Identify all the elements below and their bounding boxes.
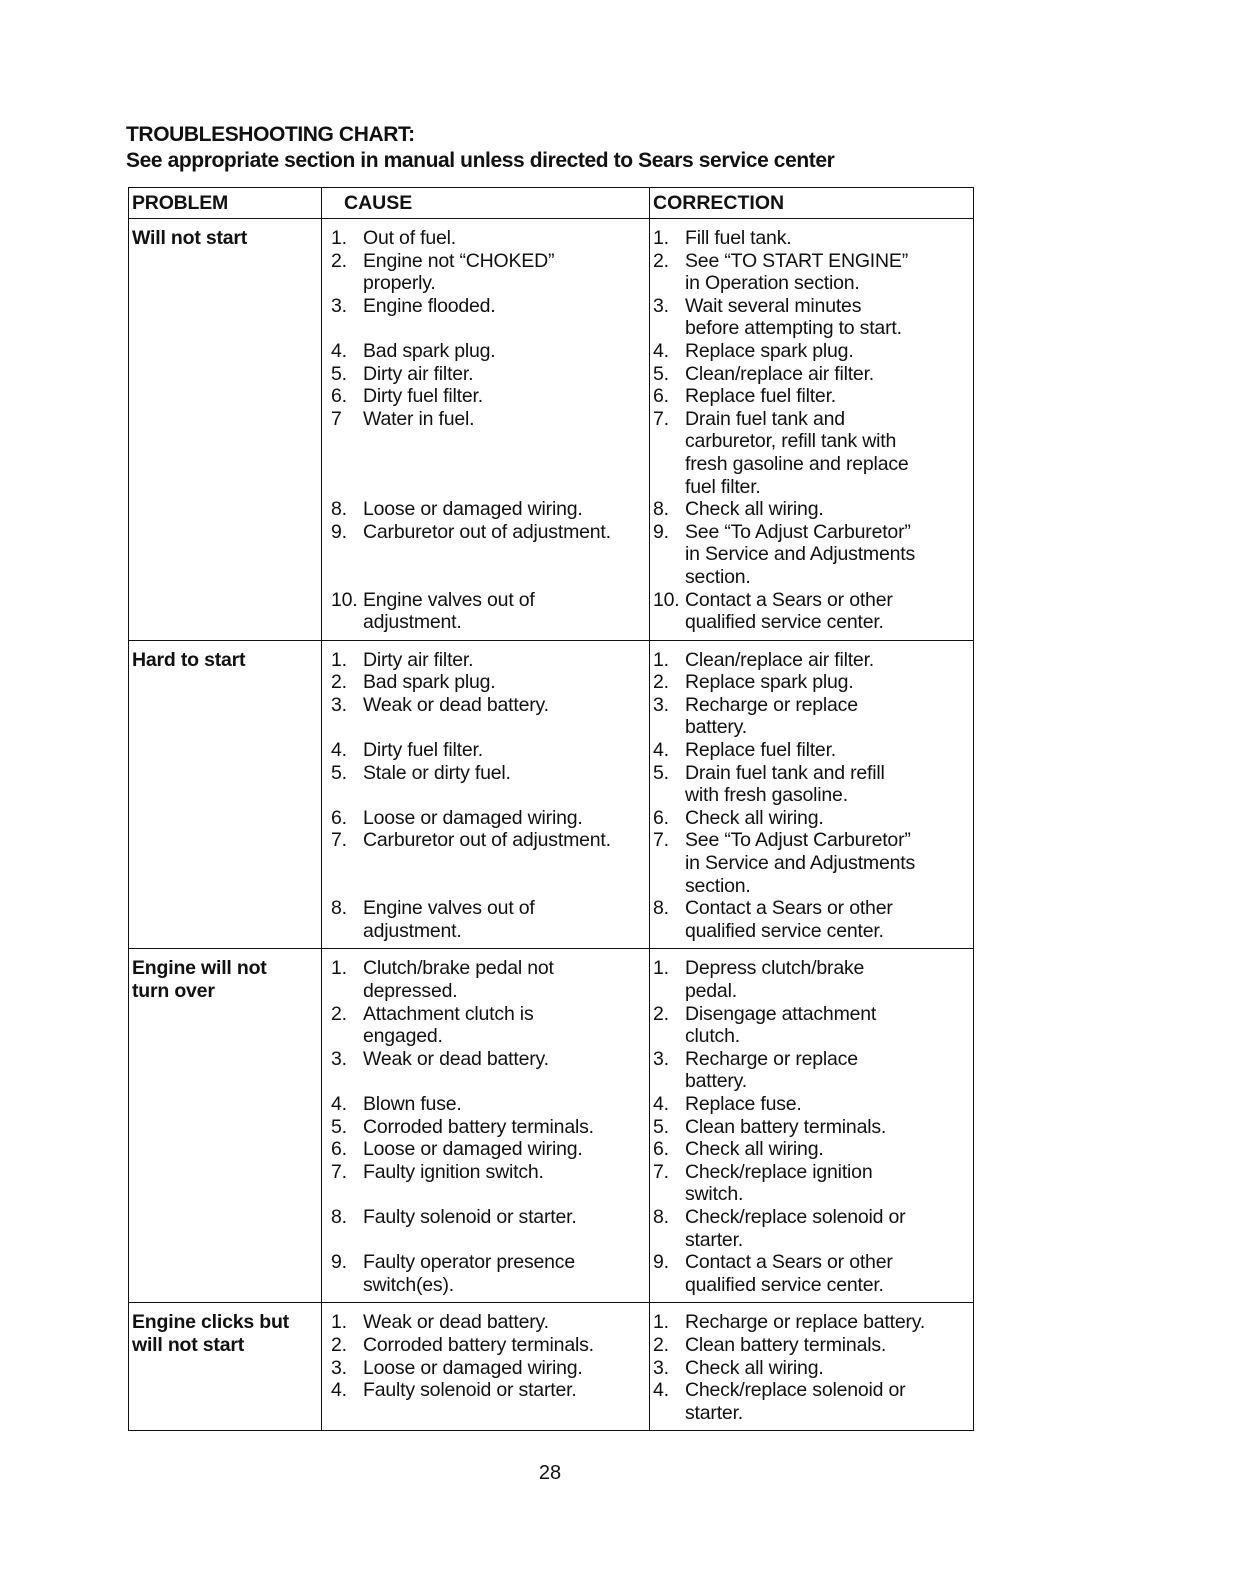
correction-text: Replace fuse. [685, 1092, 802, 1115]
correction-number: 2. [653, 671, 669, 694]
cause-number: 4. [331, 1092, 347, 1115]
table-row [129, 218, 973, 640]
correction-number: 3. [653, 294, 669, 317]
correction-item [653, 408, 972, 498]
cause-number: 5. [331, 1115, 347, 1138]
correction-item [653, 807, 972, 830]
cause-item [331, 340, 649, 363]
correction-text: Check/replace solenoid or starter. [685, 1205, 906, 1251]
correction-item [653, 1003, 972, 1048]
correction-item [653, 227, 972, 250]
spacer [331, 784, 649, 807]
cause-text: Loose or damaged wiring. [363, 498, 583, 521]
cause-item [331, 807, 649, 830]
cause-text: Corroded battery terminals. [363, 1115, 594, 1138]
correction-number: 8. [653, 897, 669, 920]
cause-number: 9. [331, 520, 347, 543]
spacer [331, 430, 649, 453]
correction-text: Replace fuel filter. [685, 739, 837, 762]
correction-item [653, 1116, 972, 1139]
correction-text: Clean battery terminals. [685, 1333, 887, 1356]
correction-item [653, 295, 972, 340]
correction-item [653, 762, 972, 807]
correction-item [653, 1251, 972, 1296]
cause-item [331, 897, 649, 942]
correction-item [653, 1161, 972, 1206]
correction-text: See “To Adjust Carburetor” in Service and Adjustments section. [685, 520, 916, 588]
cause-item [331, 589, 649, 634]
correction-number: 6. [653, 806, 669, 829]
cause-number: 1. [331, 1311, 347, 1334]
correction-number: 9. [653, 520, 669, 543]
correction-number: 10. [653, 588, 680, 611]
table-header-row [129, 188, 973, 218]
cause-item [331, 498, 649, 521]
correction-item [653, 1138, 972, 1161]
cause-text: Dirty fuel filter. [363, 739, 483, 762]
cause-item [331, 1093, 649, 1116]
correction-number: 5. [653, 1115, 669, 1138]
cause-item [331, 363, 649, 386]
correction-number: 6. [653, 385, 669, 408]
correction-item [653, 1379, 972, 1424]
correction-text: Contact a Sears or other qualified service center. [685, 897, 893, 942]
correction-text: See “To Adjust Carburetor” in Service and Adjustments section. [685, 829, 916, 897]
cause-text: Weak or dead battery. [363, 1311, 549, 1334]
cause-text: Loose or damaged wiring. [363, 1356, 583, 1379]
cause-item [331, 762, 649, 785]
cause-item [331, 227, 649, 250]
cause-text: Carburetor out of adjustment. [363, 829, 611, 852]
problem-cell [129, 219, 321, 640]
correction-item [653, 1311, 972, 1334]
chart-subtitle: See appropriate section in manual unless directed to Sears service center [126, 149, 835, 172]
correction-number: 1. [653, 957, 669, 980]
problem-cell [129, 949, 321, 1302]
correction-number: 1. [653, 1311, 669, 1334]
correction-cell [649, 949, 972, 1302]
correction-item [653, 589, 972, 634]
correction-item [653, 1334, 972, 1357]
correction-item [653, 250, 972, 295]
spacer [331, 1070, 649, 1093]
cause-text: Weak or dead battery. [363, 1047, 549, 1070]
cause-number: 8. [331, 498, 347, 521]
cause-number: 3. [331, 1356, 347, 1379]
cause-text: Loose or damaged wiring. [363, 1138, 583, 1161]
correction-text: Recharge or replace battery. [685, 1311, 926, 1334]
cause-item [331, 1116, 649, 1139]
page-number: 28 [538, 1462, 562, 1484]
correction-item [653, 1093, 972, 1116]
correction-number: 7. [653, 829, 669, 852]
cause-item [331, 1206, 649, 1229]
table-row [129, 1302, 973, 1430]
correction-number: 5. [653, 761, 669, 784]
correction-number: 4. [653, 1379, 669, 1402]
cause-item [331, 671, 649, 694]
cause-item [331, 250, 649, 295]
correction-number: 1. [653, 227, 669, 249]
cause-text: Dirty air filter. [363, 362, 474, 385]
correction-number: 3. [653, 1356, 669, 1379]
correction-number: 4. [653, 339, 669, 362]
cause-number: 2. [331, 1002, 347, 1025]
correction-text: Replace fuel filter. [685, 385, 837, 408]
cause-item [331, 1311, 649, 1334]
correction-item [653, 649, 972, 672]
spacer [331, 1183, 649, 1206]
correction-item [653, 1206, 972, 1251]
cause-text: Faulty ignition switch. [363, 1160, 544, 1183]
table-row [129, 640, 973, 949]
cause-number: 4. [331, 339, 347, 362]
cause-item [331, 1357, 649, 1380]
cause-cell [321, 641, 649, 949]
correction-number: 7. [653, 1160, 669, 1183]
correction-text: See “TO START ENGINE” in Operation section. [685, 249, 908, 295]
correction-item [653, 694, 972, 739]
cause-item [331, 1379, 649, 1402]
correction-number: 3. [653, 693, 669, 716]
correction-item [653, 957, 972, 1002]
spacer [331, 476, 649, 499]
cause-text: Faulty solenoid or starter. [363, 1205, 577, 1228]
cause-item [331, 1048, 649, 1071]
cause-item [331, 1003, 649, 1048]
problem-label: Will not start [132, 227, 248, 249]
correction-item [653, 521, 972, 589]
problem-label: Hard to start [132, 648, 246, 671]
spacer [331, 566, 649, 589]
correction-text: Check all wiring. [685, 806, 824, 829]
correction-item [653, 1048, 972, 1093]
correction-item [653, 897, 972, 942]
column-header-correction: CORRECTION [649, 188, 972, 218]
cause-item [331, 1138, 649, 1161]
chart-title: TROUBLESHOOTING CHART: [126, 123, 415, 146]
cause-number: 6. [331, 806, 347, 829]
cause-text: Engine not “CHOKED” properly. [363, 249, 555, 295]
cause-text: Dirty air filter. [363, 648, 474, 671]
correction-cell [649, 641, 972, 949]
problem-cell [129, 641, 321, 949]
correction-text: Check/replace solenoid or starter. [685, 1379, 906, 1424]
cause-number: 7. [331, 829, 347, 852]
cause-number: 5. [331, 362, 347, 385]
cause-number: 1. [331, 648, 347, 671]
cause-text: Bad spark plug. [363, 671, 496, 694]
cause-text: Out of fuel. [363, 227, 456, 249]
correction-number: 8. [653, 498, 669, 521]
correction-number: 2. [653, 1333, 669, 1356]
cause-number: 1. [331, 957, 347, 980]
spacer [331, 716, 649, 739]
correction-item [653, 671, 972, 694]
column-header-cause: CAUSE [321, 188, 649, 218]
correction-number: 8. [653, 1205, 669, 1228]
cause-number: 3. [331, 693, 347, 716]
correction-text: Fill fuel tank. [685, 227, 792, 249]
cause-item [331, 739, 649, 762]
cause-number: 4. [331, 739, 347, 762]
cause-text: Faulty operator presence switch(es). [363, 1251, 575, 1296]
cause-item [331, 295, 649, 318]
spacer [331, 1229, 649, 1252]
correction-text: Drain fuel tank and carburetor, refill tank with fresh gasoline and replace fuel filter. [685, 407, 909, 498]
cause-item [331, 1161, 649, 1184]
correction-text: Contact a Sears or other qualified service center. [685, 1251, 893, 1296]
cause-number: 1. [331, 227, 347, 249]
cause-text: Corroded battery terminals. [363, 1333, 594, 1356]
correction-text: Recharge or replace battery. [685, 1047, 858, 1093]
cause-text: Faulty solenoid or starter. [363, 1379, 577, 1402]
spacer [331, 852, 649, 875]
cause-text: Water in fuel. [363, 407, 475, 430]
cause-number: 7 [331, 407, 342, 430]
correction-number: 5. [653, 362, 669, 385]
cause-text: Attachment clutch is engaged. [363, 1002, 534, 1048]
correction-text: Disengage attachment clutch. [685, 1002, 877, 1048]
cause-text: Engine valves out of adjustment. [363, 588, 535, 634]
correction-number: 1. [653, 648, 669, 671]
correction-text: Replace spark plug. [685, 671, 854, 694]
cause-cell [321, 219, 649, 640]
cause-number: 5. [331, 761, 347, 784]
cause-number: 6. [331, 1138, 347, 1161]
spacer [331, 453, 649, 476]
cause-text: Bad spark plug. [363, 339, 496, 362]
correction-text: Check all wiring. [685, 1138, 824, 1161]
cause-text: Engine valves out of adjustment. [363, 897, 535, 942]
correction-cell [649, 1303, 972, 1430]
correction-number: 9. [653, 1251, 669, 1274]
cause-number: 8. [331, 897, 347, 920]
cause-number: 4. [331, 1379, 347, 1402]
correction-number: 6. [653, 1138, 669, 1161]
correction-text: Depress clutch/brake pedal. [685, 957, 865, 1002]
cause-number: 3. [331, 294, 347, 317]
cause-item [331, 521, 649, 544]
problem-label: Engine clicks but will not start [132, 1311, 289, 1356]
cause-item [331, 694, 649, 717]
cause-number: 7. [331, 1160, 347, 1183]
correction-text: Clean/replace air filter. [685, 648, 875, 671]
cause-number: 9. [331, 1251, 347, 1274]
spacer [331, 875, 649, 898]
cause-text: Dirty fuel filter. [363, 385, 483, 408]
cause-cell [321, 1303, 649, 1430]
cause-number: 2. [331, 249, 347, 272]
correction-text: Replace spark plug. [685, 339, 854, 362]
correction-text: Check all wiring. [685, 498, 824, 521]
problem-label: Engine will not turn over [132, 957, 267, 1002]
correction-item [653, 340, 972, 363]
spacer [331, 543, 649, 566]
table-row [129, 948, 973, 1302]
correction-number: 2. [653, 249, 669, 272]
cause-item [331, 1334, 649, 1357]
problem-cell [129, 1303, 321, 1430]
cause-text: Blown fuse. [363, 1092, 462, 1115]
column-header-problem: PROBLEM [132, 192, 229, 214]
cause-number: 8. [331, 1205, 347, 1228]
cause-number: 6. [331, 385, 347, 408]
correction-number: 3. [653, 1047, 669, 1070]
correction-text: Recharge or replace battery. [685, 693, 858, 739]
correction-text: Wait several minutes before attempting to start. [685, 294, 902, 340]
correction-number: 2. [653, 1002, 669, 1025]
correction-item [653, 829, 972, 897]
cause-text: Engine flooded. [363, 294, 496, 317]
cause-item [331, 385, 649, 408]
cause-text: Clutch/brake pedal not depressed. [363, 957, 554, 1002]
cause-number: 2. [331, 671, 347, 694]
spacer [331, 317, 649, 340]
correction-text: Check all wiring. [685, 1356, 824, 1379]
correction-text: Drain fuel tank and refill with fresh gasoline. [685, 761, 885, 807]
correction-number: 4. [653, 1092, 669, 1115]
cause-item [331, 957, 649, 1002]
correction-item [653, 498, 972, 521]
troubleshooting-table [128, 187, 974, 1431]
correction-item [653, 1357, 972, 1380]
cause-text: Stale or dirty fuel. [363, 761, 511, 784]
cause-item [331, 408, 649, 431]
cause-number: 3. [331, 1047, 347, 1070]
correction-cell [649, 219, 972, 640]
cause-item [331, 829, 649, 852]
correction-item [653, 739, 972, 762]
cause-text: Weak or dead battery. [363, 693, 549, 716]
correction-text: Clean battery terminals. [685, 1115, 887, 1138]
cause-text: Loose or damaged wiring. [363, 806, 583, 829]
cause-text: Carburetor out of adjustment. [363, 520, 611, 543]
cause-item [331, 1251, 649, 1296]
correction-item [653, 363, 972, 386]
correction-text: Contact a Sears or other qualified service center. [685, 588, 893, 634]
correction-number: 7. [653, 407, 669, 430]
correction-item [653, 385, 972, 408]
cause-item [331, 649, 649, 672]
cause-number: 2. [331, 1333, 347, 1356]
correction-text: Clean/replace air filter. [685, 362, 875, 385]
cause-number: 10. [331, 588, 358, 611]
correction-text: Check/replace ignition switch. [685, 1160, 873, 1206]
cause-cell [321, 949, 649, 1302]
correction-number: 4. [653, 739, 669, 762]
